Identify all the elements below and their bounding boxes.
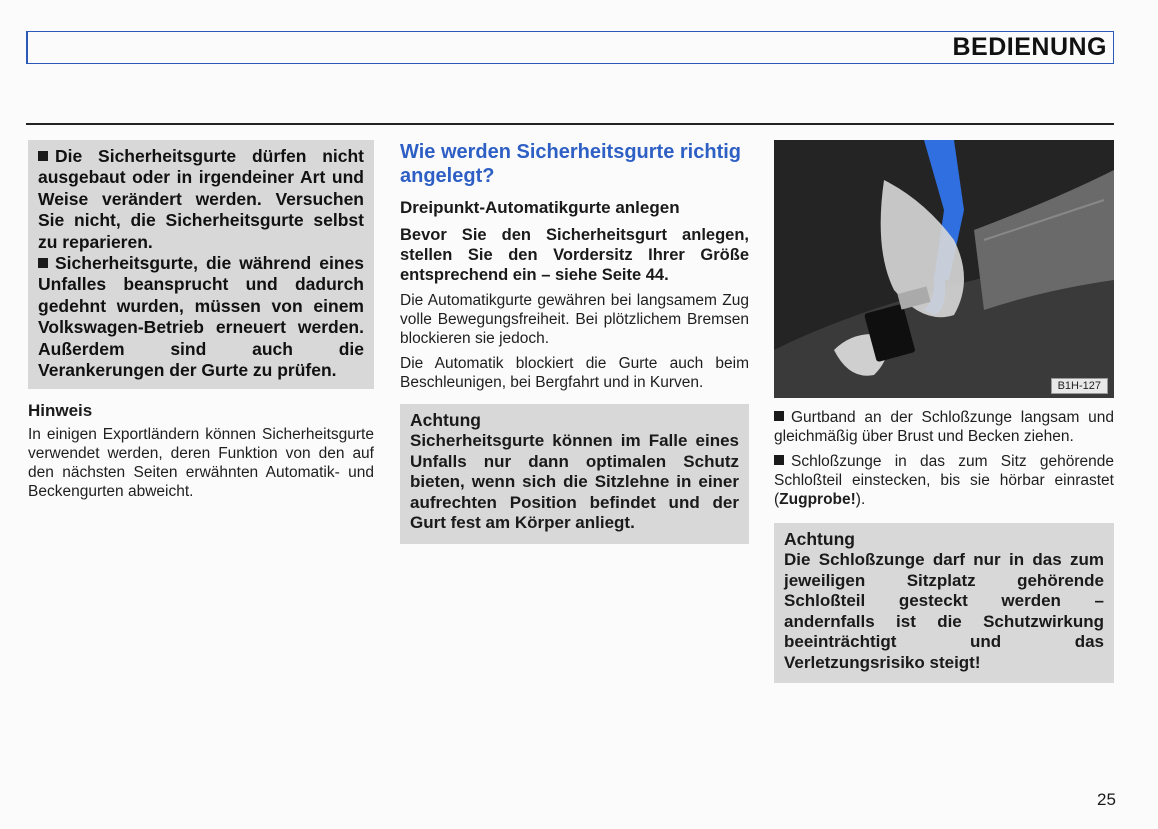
warning-text: Die Schloßzunge darf nur in das zum jeweiligen Sitzplatz gehörende Schloßteil gesteckt werden – andernfalls ist die Schutzwirkung beeinträchtigt und das Verletzungsrisiko steigt! [784, 550, 1104, 672]
note-text: In einigen Exportländern können Sicherheitsgurte verwendet werden, deren Funktion von den auf den nächsten Seiten erwähnten Automatik- und Beckengurten abweicht. [28, 426, 374, 501]
paragraph: Die Automatik blockiert die Gurte auch beim Beschleunigen, bei Bergfahrt und in Kurven. [400, 355, 749, 391]
warning-box-right [774, 523, 1114, 683]
seatbelt-photo [774, 140, 1114, 398]
column-middle [400, 140, 749, 544]
header-bar [26, 31, 1114, 64]
subheading: Dreipunkt-Automatikgurte anlegen [400, 198, 680, 217]
page-number: 25 [1097, 790, 1116, 809]
warning-box-left [28, 140, 374, 389]
horizontal-rule [26, 123, 1114, 125]
bullet-square-icon [38, 151, 48, 161]
bullet-square-icon [38, 258, 48, 268]
warning-box-middle [400, 404, 749, 544]
bullet-square-icon [774, 455, 784, 465]
warning-paragraph: Die Sicherheitsgurte dürfen nicht ausgebaut oder in irgendeiner Art und Weise verändert werden. Versuchen Sie nicht, die Sicherheitsgurte selbst zu reparieren. [38, 146, 364, 252]
section-heading: Wie werden Sicherheitsgurte richtig angelegt? [400, 141, 742, 187]
figure-label: B1H-127 [1051, 378, 1108, 394]
bold-paragraph: Bevor Sie den Sicherheitsgurt anlegen, stellen Sie den Vordersitz Ihrer Größe entsprechend ein – siehe Seite 44. [400, 226, 749, 284]
warning-text: Sicherheitsgurte können im Falle eines Unfalls nur dann optimalen Schutz bieten, wenn sich die Sitzlehne in einer aufrechten Position befindet und der Gurt fest am Körper anliegt. [410, 431, 739, 532]
section-title: BEDIENUNG [952, 33, 1107, 61]
bullet-square-icon [774, 411, 784, 421]
warning-title: Achtung [410, 410, 481, 430]
warning-paragraph: Sicherheitsgurte, die während eines Unfalles beansprucht und dadurch gedehnt wurden, müssen von einem Volkswagen-Betrieb erneuert werden. Außerdem sind auch die Verankerungen der Gurte zu prüfen. [38, 253, 364, 381]
bullet-item: Schloßzunge in das zum Sitz gehörende Schloßteil einstecken, bis sie hörbar einrastet (Zugprobe!). [774, 453, 1114, 508]
seatbelt-illustration [774, 140, 1114, 398]
bullet-item: Gurtband an der Schloßzunge langsam und gleichmäßig über Brust und Becken ziehen. [774, 409, 1114, 445]
warning-title: Achtung [784, 529, 855, 549]
note-heading: Hinweis [28, 401, 93, 421]
column-left [28, 140, 374, 501]
column-right [774, 140, 1114, 683]
paragraph: Die Automatikgurte gewähren bei langsamem Zug volle Bewegungsfreiheit. Bei plötzlichem Bremsen blockieren sie jedoch. [400, 292, 749, 347]
